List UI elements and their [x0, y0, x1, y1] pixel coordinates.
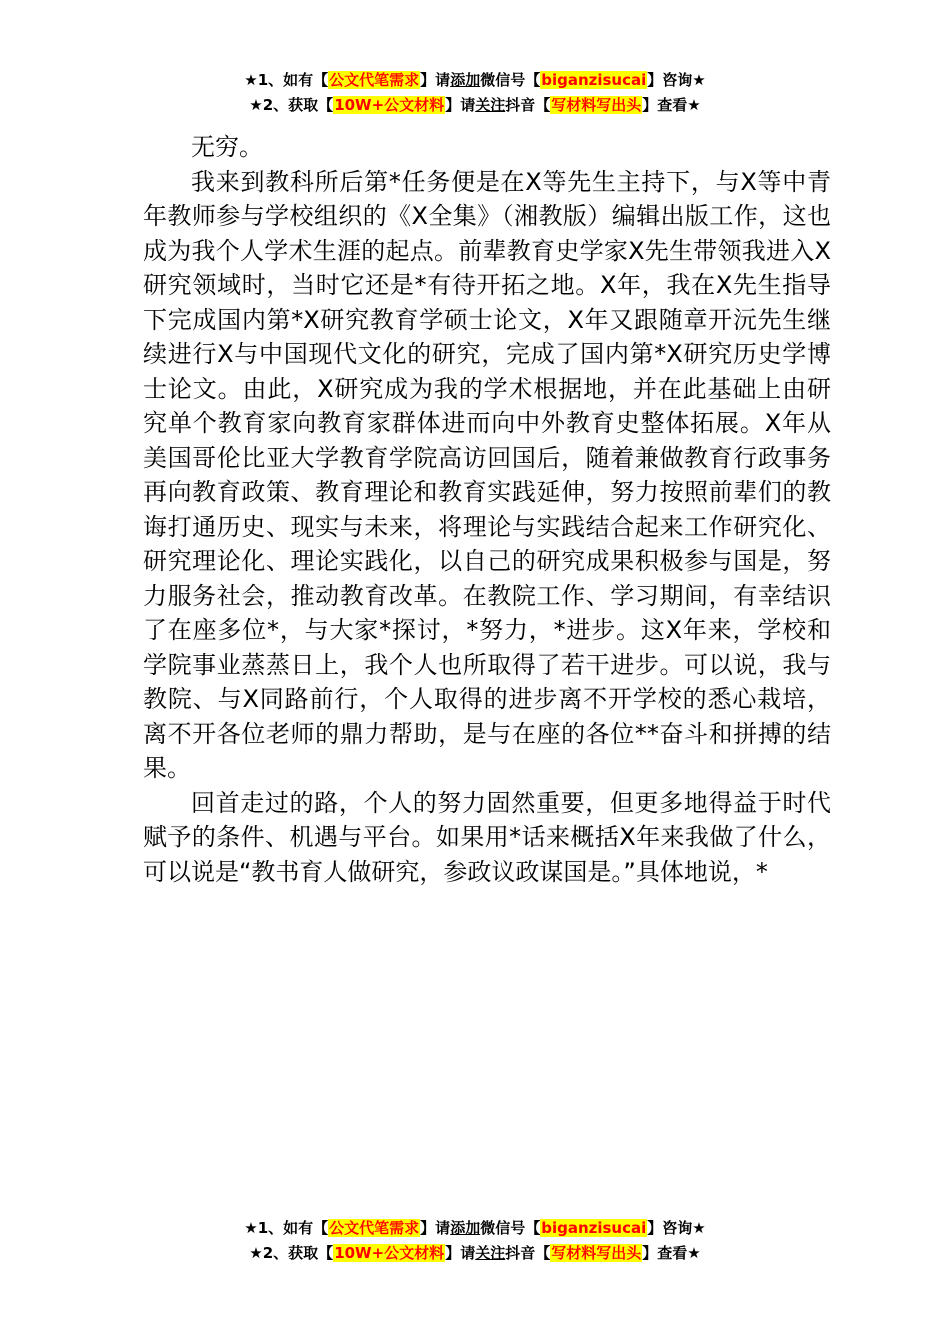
banner-text: 抖音【: [505, 1244, 551, 1262]
paragraph: 回首走过的路，个人的努力固然重要，但更多地得益于时代赋予的条件、机遇与平台。如果用*话来概括X年来我做了什么，可以说是“教书育人做研究，参政议政谋国是。”具体地说，*: [143, 788, 831, 886]
banner-emphasis: 关注: [475, 96, 506, 114]
document-body: [143, 130, 831, 889]
banner-text: 】咨询★: [647, 1219, 706, 1237]
banner-highlight: biganzisucai: [541, 71, 647, 89]
banner-text: 抖音【: [505, 96, 551, 114]
footer-banner: [0, 1216, 950, 1266]
banner-text: 微信号【: [480, 1219, 541, 1237]
banner-emphasis: 添加: [450, 71, 481, 89]
banner-highlight: 写材料写出头: [551, 1244, 642, 1262]
banner-emphasis: 添加: [450, 1219, 481, 1237]
banner-text: 】请: [445, 1244, 476, 1262]
banner-line-2: [0, 93, 950, 118]
banner-text: 】咨询★: [647, 71, 706, 89]
header-banner: [0, 68, 950, 118]
banner-text: 微信号【: [480, 71, 541, 89]
banner-text: ★2、获取【: [249, 96, 334, 114]
banner-text: 】请: [445, 96, 476, 114]
banner-highlight: 公文代笔需求: [329, 71, 420, 89]
banner-line-2: [0, 1241, 950, 1266]
paragraph: 我来到教科所后第*任务便是在X等先生主持下，与X等中青年教师参与学校组织的《X全集》（湘教版）编辑出版工作，这也成为我个人学术生涯的起点。前辈教育史学家X先生带领我进入X研究领域时，当时它还是*有待开拓之地。X年，我在X先生指导下完成国内第*X研究教育学硕士论文，X年又跟随章开沅先生继续进行X与中国现代文化的研究，完成了国内第*X研究历史学博士论文。由此，X研究成为我的学术根据地，并在此基础上由研究单个教育家向教育家群体进而向中外教育史整体拓展。X年从美国哥伦比亚大学教育学院高访回国后，随着兼做教育行政事务再向教育政策、教育理论和教育实践延伸，努力按照前辈们的教诲打通历史、现实与未来，将理论与实践结合起来工作研究化、研究理论化、理论实践化，以自己的研究成果积极参与国是，努力服务社会，推动教育改革。在教院工作、学习期间，有幸结识了在座多位*，与大家*探讨，*努力，*进步。这X年来，学校和学院事业蒸蒸日上，我个人也所取得了若干进步。可以说，我与教院、与X同路前行，个人取得的进步离不开学校的悉心栽培，离不开各位老师的鼎力帮助，是与在座的各位**奋斗和拼搏的结果。: [143, 167, 831, 782]
banner-text: 】查看★: [642, 96, 701, 114]
banner-emphasis: 关注: [475, 1244, 506, 1262]
banner-highlight: 10W+公文材料: [334, 96, 445, 114]
banner-highlight: 10W+公文材料: [334, 1244, 445, 1262]
banner-text: 】请: [420, 1219, 451, 1237]
banner-text: 】请: [420, 71, 451, 89]
banner-text: ★2、获取【: [249, 1244, 334, 1262]
banner-line-1: [0, 68, 950, 93]
banner-text: ★1、如有【: [244, 71, 329, 89]
banner-highlight: biganzisucai: [541, 1219, 647, 1237]
banner-highlight: 写材料写出头: [551, 96, 642, 114]
banner-highlight: 公文代笔需求: [329, 1219, 420, 1237]
banner-line-1: [0, 1216, 950, 1241]
banner-text: 】查看★: [642, 1244, 701, 1262]
paragraph-continuation: 无穷。: [191, 133, 263, 161]
banner-text: ★1、如有【: [244, 1219, 329, 1237]
